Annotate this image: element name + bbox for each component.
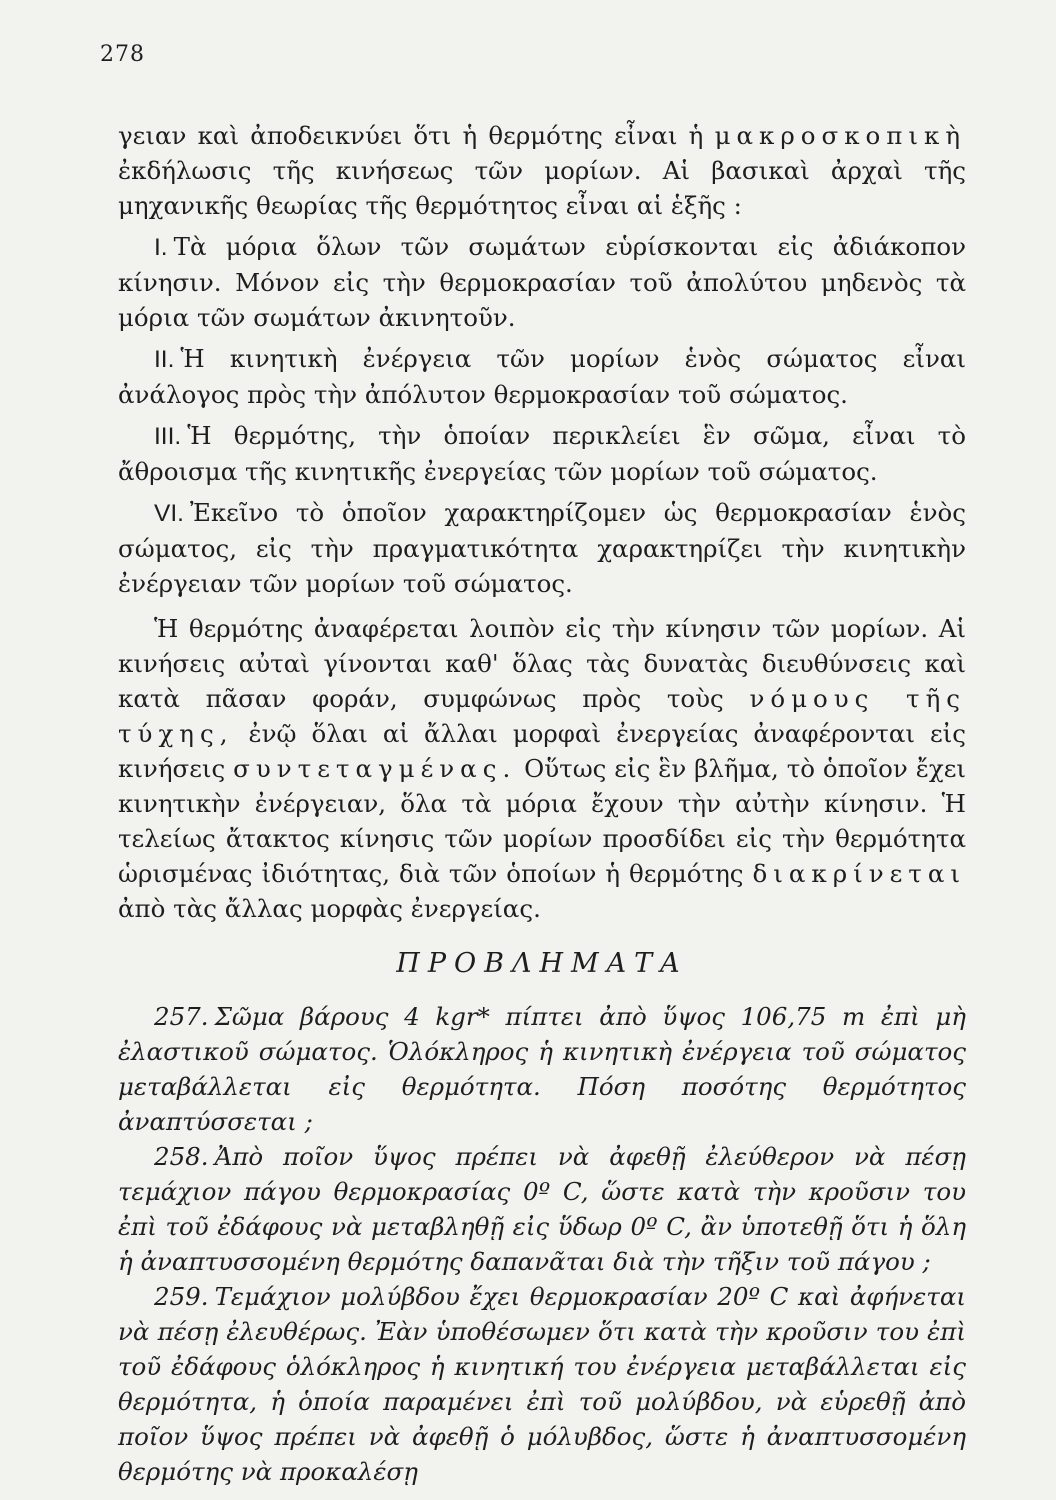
principle-1	[118, 229, 966, 335]
principle-number: I.	[154, 234, 168, 261]
problem-number: 259.	[154, 1282, 209, 1311]
problem-257	[118, 999, 966, 1139]
problem-259	[118, 1279, 966, 1489]
heat-paragraph	[118, 611, 966, 926]
heat-text-b: ἐνῷ ὅλαι αἱ ἄλλαι μορφαὶ ἐνεργείας ἀναφέρονται εἰς κινήσεις	[118, 719, 966, 783]
principle-text: Ἐκεῖνο τὸ ὁποῖον χαρακτηρίζομεν ὡς θερμοκρασίαν ἑνὸς σώματος, εἰς τὴν πραγματικότητα χαρακτηρίζει τὴν κινητικὴν ἐνέργειαν τῶν μορίων τοῦ σώματος.	[118, 498, 966, 598]
page-number: 278	[100, 42, 145, 67]
problem-text: Σῶμα βάρους 4 kgr* πίπτει ἀπὸ ὕψος 106,75 m ἐπὶ μὴ ἐλαστικοῦ σώματος. Ὁλόκληρος ἡ κινητικὴ ἐνέργεια τοῦ σώματος μεταβάλλεται εἰς θερμότητα. Πόση ποσότης θερμότητος ἀναπτύσσεται ;	[118, 1002, 966, 1136]
principle-text: Τὰ μόρια ὅλων τῶν σωμάτων εὑρίσκονται εἰς ἀδιάκοπον κίνησιν. Μόνον εἰς τὴν θερμοκρασίαν τοῦ ἀπολύτου μηδενὸς τὰ μόρια τῶν σωμάτων ἀκινητοῦν.	[118, 232, 966, 332]
heat-spaced-term-3: διακρίνεται	[752, 859, 966, 888]
intro-text-a: γειαν καὶ ἀποδεικνύει ὅτι ἡ θερμότης εἶναι ἡ	[118, 121, 704, 150]
intro-paragraph	[118, 118, 966, 223]
heat-text-c: Οὕτως εἰς ἓν βλῆμα, τὸ ὁποῖον ἔχει κινητικὴν ἐνέργειαν, ὅλα τὰ μόρια ἔχουν τὴν αὐτὴν κίνησιν. Ἡ τελείως ἄτακτος κίνησις τῶν μορίων προσδίδει εἰς τὴν θερμότητα ὡρισμένας ἰδιότητας, διὰ τῶν ὁποίων ἡ θερμότης	[118, 754, 966, 888]
principle-number: VI.	[154, 500, 184, 527]
heat-text-a: Ἡ θερμότης ἀναφέρεται λοιπὸν εἰς τὴν κίνησιν τῶν μορίων. Αἱ κινήσεις αὐταὶ γίνονται καθ' ὅλας τὰς δυνατὰς διευθύνσεις καὶ κατὰ πᾶσαν φοράν, συμφώνως πρὸς τοὺς	[118, 614, 966, 713]
intro-spaced-term: μακροσκοπικὴ	[714, 121, 966, 150]
intro-text-b: ἐκδήλωσις τῆς κινήσεως τῶν μορίων. Αἱ βασικαὶ ἀρχαὶ τῆς μηχανικῆς θεωρίας τῆς θερμότητος εἶναι αἱ ἑξῆς :	[118, 156, 966, 220]
principle-number: III.	[154, 423, 182, 450]
problem-number: 257.	[154, 1002, 209, 1031]
problem-text: Ἀπὸ ποῖον ὕψος πρέπει νὰ ἀφεθῇ ἐλεύθερον νὰ πέσῃ τεμάχιον πάγου θερμοκρασίας 0º C, ὥστε κατὰ τὴν κροῦσιν του ἐπὶ τοῦ ἐδάφους νὰ μεταβληθῇ εἰς ὕδωρ 0º C, ἂν ὑποτεθῇ ὅτι ἡ ὅλη ἡ ἀναπτυσσομένη θερμότης δαπανᾶται διὰ τὴν τῆξιν τοῦ πάγου ;	[118, 1142, 966, 1276]
heat-spaced-term-2: συντεταγμένας.	[233, 754, 517, 783]
body-text	[118, 118, 966, 1489]
principle-text: Ἡ κινητικὴ ἐνέργεια τῶν μορίων ἑνὸς σώματος εἶναι ἀνάλογος πρὸς τὴν ἀπόλυτον θερμοκρασίαν τοῦ σώματος.	[118, 344, 966, 409]
principle-4	[118, 495, 966, 601]
problem-258	[118, 1139, 966, 1279]
principle-text: Ἡ θερμότης, τὴν ὁποίαν περικλείει ἓν σῶμα, εἶναι τὸ ἄθροισμα τῆς κινητικῆς ἐνεργείας τῶν μορίων τοῦ σώματος.	[118, 421, 966, 486]
principle-2	[118, 341, 966, 412]
section-heading: ΠΡΟΒΛΗΜΑΤΑ	[396, 948, 688, 979]
principle-3	[118, 418, 966, 489]
problem-text: Τεμάχιον μολύβδου ἔχει θερμοκρασίαν 20º C καὶ ἀφήνεται νὰ πέσῃ ἐλευθέρως. Ἐὰν ὑποθέσωμεν ὅτι κατὰ τὴν κροῦσιν του ἐπὶ τοῦ ἐδάφους ὁλόκληρος ἡ κινητική του ἐνέργεια μεταβάλλεται εἰς θερμότητα, ἡ ὁποία παραμένει ἐπὶ τοῦ μολύβδου, νὰ εὑρεθῇ ἀπὸ ποῖον ὕψος πρέπει νὰ ἀφεθῇ ὁ μόλυβδος, ὥστε ἡ ἀναπτυσσομένη θερμότης νὰ προκαλέσῃ	[118, 1282, 966, 1486]
principle-number: II.	[154, 346, 175, 373]
problem-number: 258.	[154, 1142, 209, 1171]
heat-spaced-term-1: νόμους τῆς τύχης,	[118, 684, 966, 748]
heat-text-d: ἀπὸ τὰς ἄλλας μορφὰς ἐνεργείας.	[118, 894, 541, 923]
